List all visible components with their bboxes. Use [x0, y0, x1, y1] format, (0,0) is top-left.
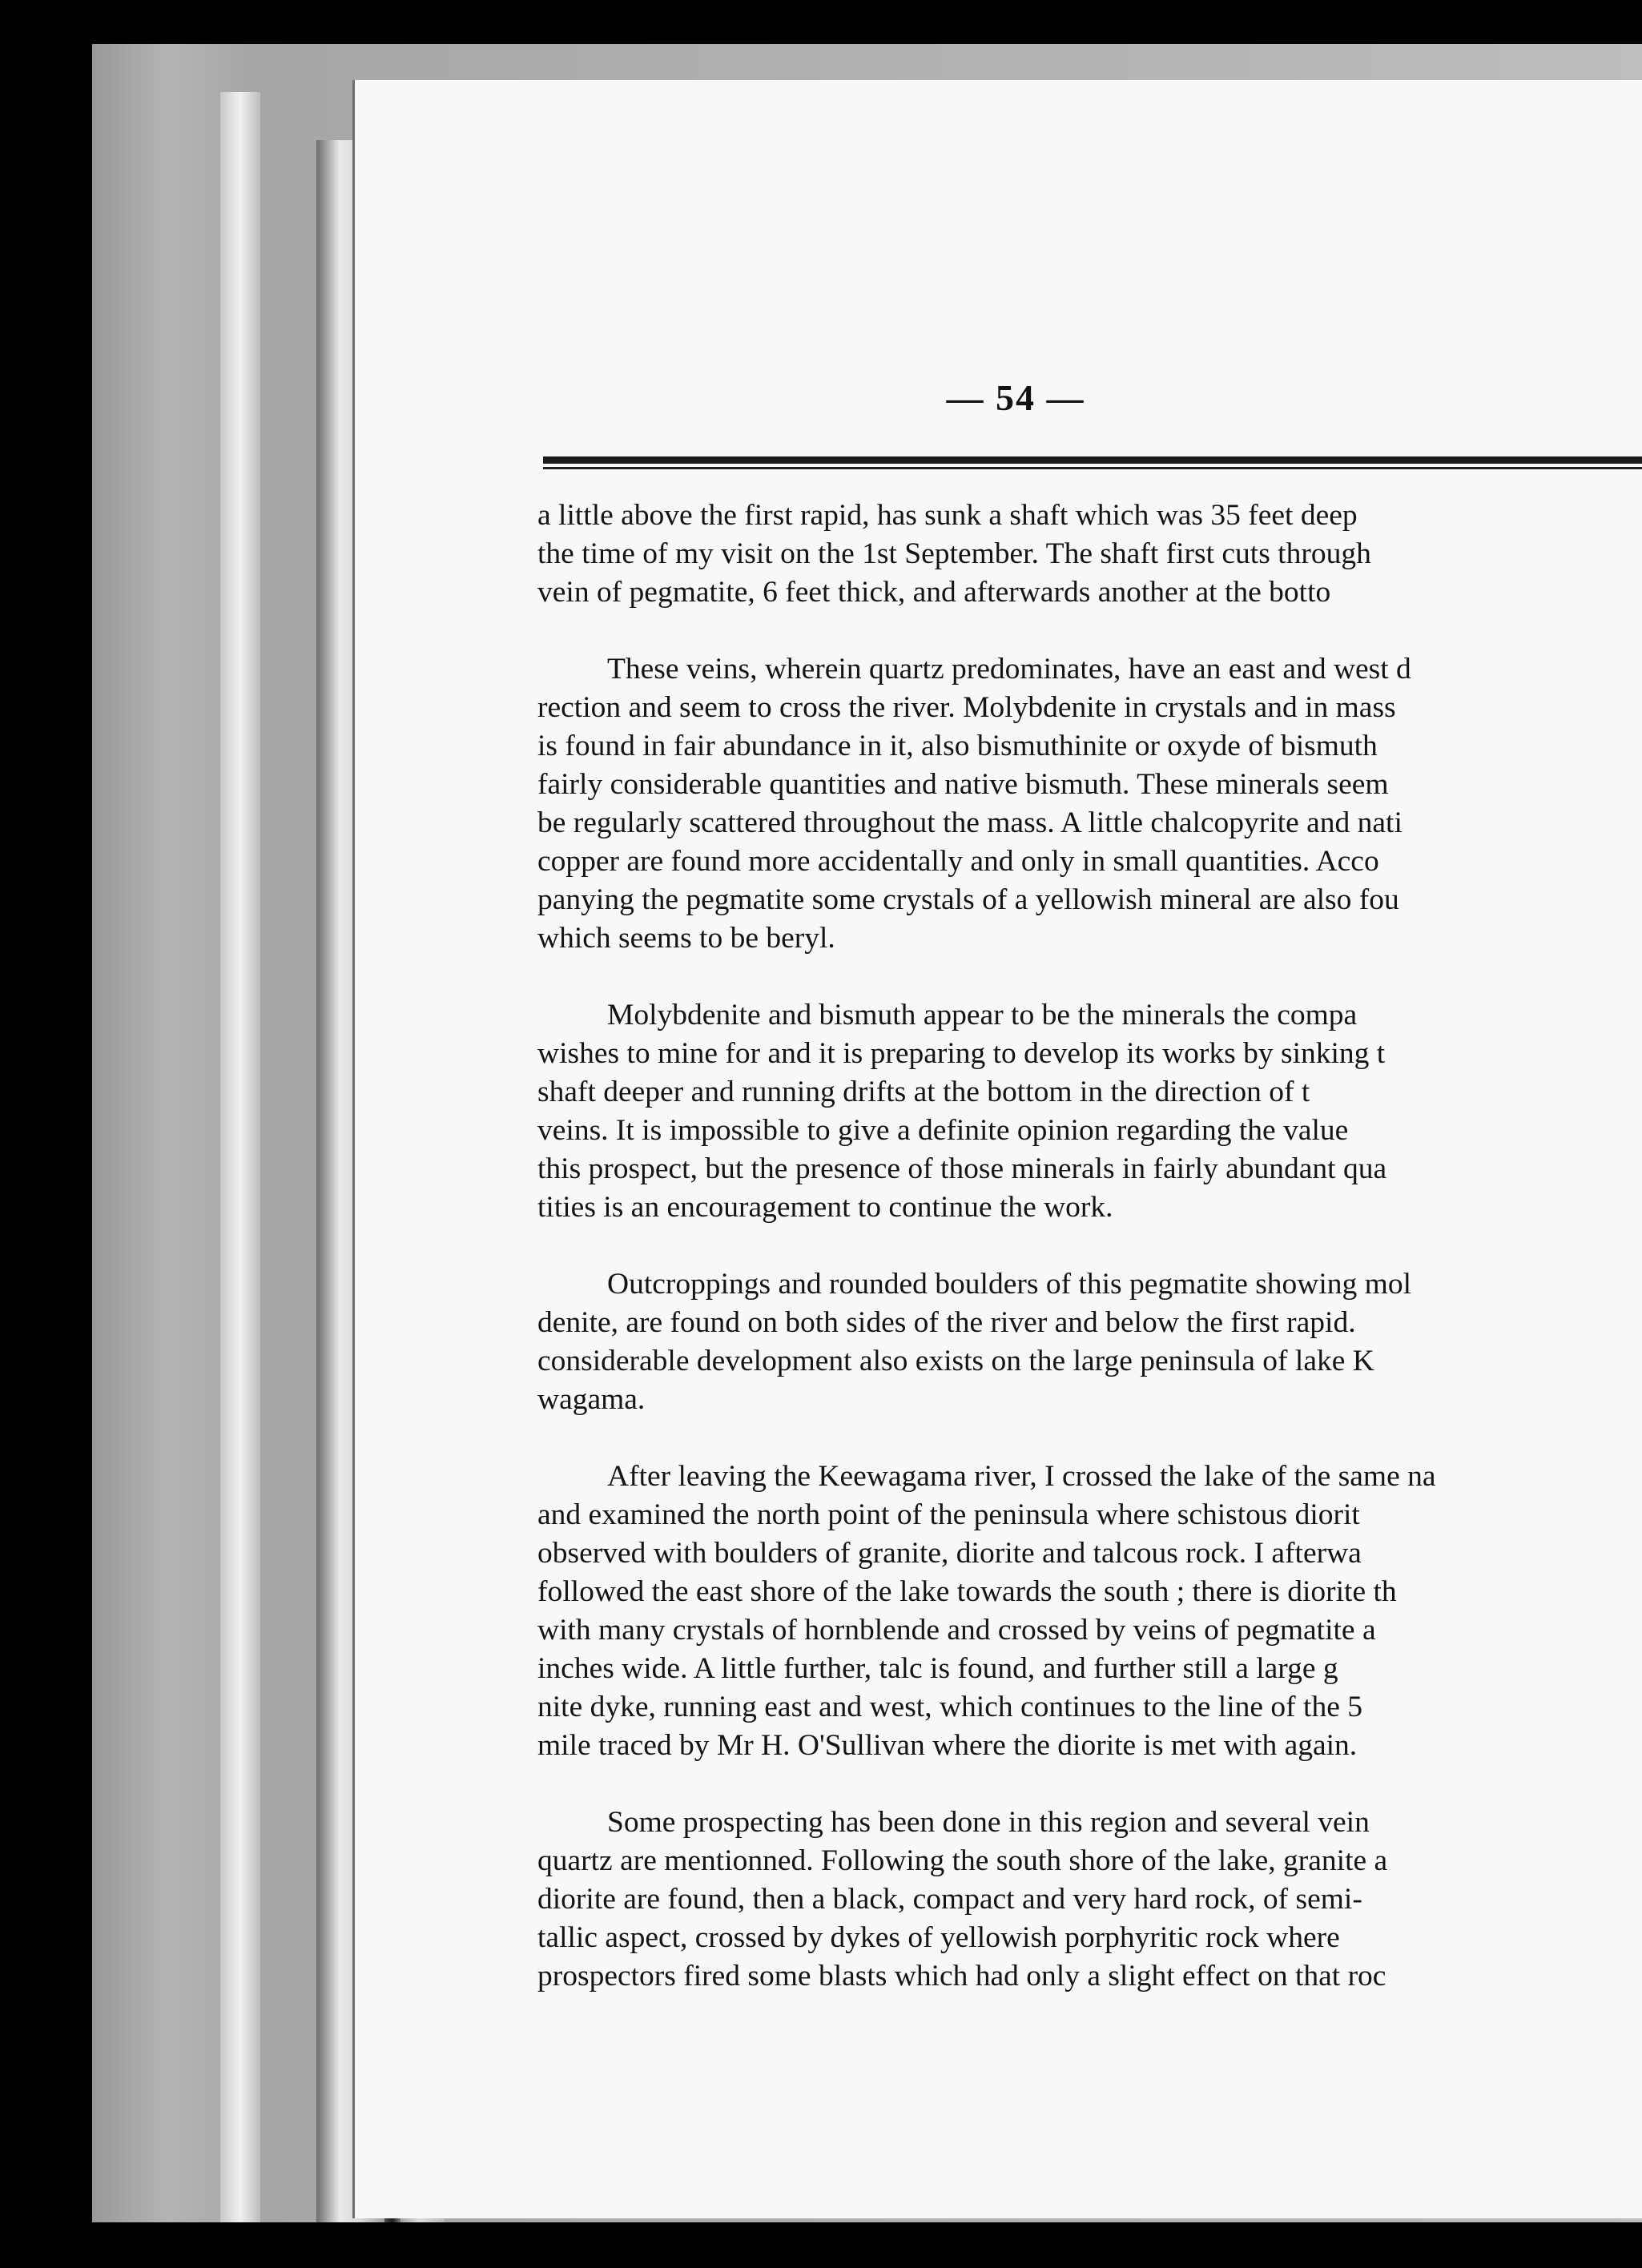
paragraph-3: [537, 996, 1642, 1227]
page-number: — 54 —: [946, 377, 1085, 418]
text-line: vein of pegmatite, 6 feet thick, and afterwards another at the botto: [537, 576, 1331, 609]
text-line: diorite are found, then a black, compact and very hard rock, of semi-: [537, 1883, 1362, 1916]
text-line: be regularly scattered throughout the mass. A little chalcopyrite and nati: [537, 806, 1403, 839]
text-line: tities is an encouragement to continue the work.: [537, 1191, 1113, 1224]
text-line: fairly considerable quantities and native bismuth. These minerals seem: [537, 768, 1389, 801]
paragraph-6: [537, 1804, 1642, 1996]
text-line: a little above the first rapid, has sunk a shaft which was 35 feet deep: [537, 499, 1358, 532]
text-line: wishes to mine for and it is preparing to develop its works by sinking t: [537, 1037, 1386, 1070]
text-line: nite dyke, running east and west, which continues to the line of the 5: [537, 1691, 1362, 1723]
header-rule-thin: [543, 467, 1642, 469]
text-line: mile traced by Mr H. O'Sullivan where the diorite is met with again.: [537, 1729, 1358, 1762]
text-line: veins. It is impossible to give a definite opinion regarding the value: [537, 1114, 1349, 1147]
page-body: [537, 497, 1642, 2034]
text-line: inches wide. A little further, talc is found, and further still a large g: [537, 1652, 1338, 1685]
text-line: followed the east shore of the lake towards the south ; there is diorite th: [537, 1575, 1397, 1608]
text-line: prospectors fired some blasts which had only a slight effect on that roc: [537, 1960, 1386, 1993]
text-line: this prospect, but the presence of those minerals in fairly abundant qua: [537, 1152, 1387, 1185]
text-line: quartz are mentionned. Following the south shore of the lake, granite a: [537, 1844, 1388, 1877]
text-line: Molybdenite and bismuth appear to be the minerals the compa: [607, 999, 1358, 1031]
paragraph-1: [537, 497, 1642, 612]
text-line: shaft deeper and running drifts at the bottom in the direction of t: [537, 1076, 1310, 1108]
text-line: observed with boulders of granite, diorite and talcous rock. I afterwa: [537, 1537, 1362, 1570]
text-line: Outcroppings and rounded boulders of this pegmatite showing mol: [607, 1268, 1412, 1301]
text-line: tallic aspect, crossed by dykes of yellowish porphyritic rock where: [537, 1921, 1340, 1954]
text-line: and examined the north point of the peninsula where schistous diorit: [537, 1498, 1360, 1531]
text-line: denite, are found on both sides of the river and below the first rapid.: [537, 1306, 1356, 1339]
page-edge-strip: [220, 92, 260, 2222]
text-line: which seems to be beryl.: [537, 922, 835, 955]
text-line: the time of my visit on the 1st September. The shaft first cuts through: [537, 537, 1371, 570]
paragraph-5: [537, 1458, 1642, 1765]
text-line: copper are found more accidentally and only in small quantities. Acco: [537, 845, 1379, 878]
text-line: considerable development also exists on the large peninsula of lake K: [537, 1345, 1374, 1377]
text-line: rection and seem to cross the river. Molybdenite in crystals and in mass: [537, 691, 1396, 724]
text-line: After leaving the Keewagama river, I crossed the lake of the same na: [607, 1460, 1436, 1493]
text-line: with many crystals of hornblende and crossed by veins of pegmatite a: [537, 1614, 1376, 1647]
text-line: These veins, wherein quartz predominates, have an east and west d: [607, 653, 1411, 686]
book-page: [352, 80, 1642, 2218]
text-line: panying the pegmatite some crystals of a yellowish mineral are also fou: [537, 883, 1399, 916]
text-line: Some prospecting has been done in this region and several vein: [607, 1806, 1370, 1839]
paragraph-4: [537, 1265, 1642, 1419]
text-line: wagama.: [537, 1383, 646, 1416]
paragraph-2: [537, 650, 1642, 958]
text-line: is found in fair abundance in it, also bismuthinite or oxyde of bismuth: [537, 730, 1378, 762]
header-rule-thick: [543, 456, 1642, 464]
